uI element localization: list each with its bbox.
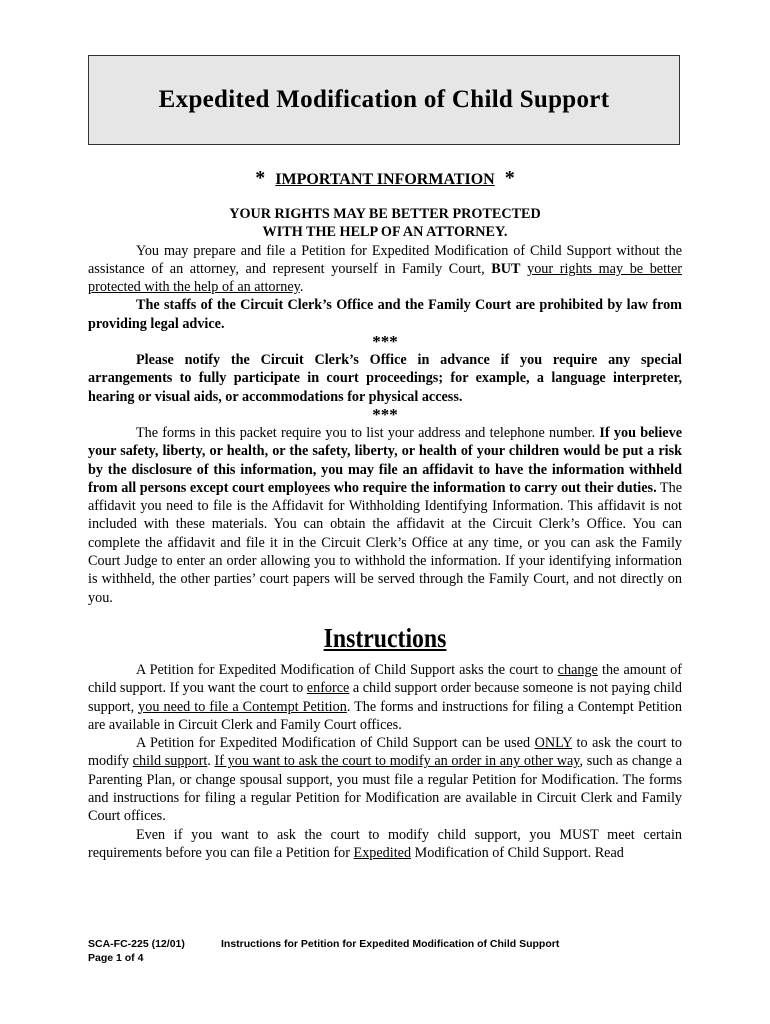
paragraph-only-child-support <box>88 734 682 825</box>
important-label: IMPORTANT INFORMATION <box>275 171 495 188</box>
asterisk-left: * <box>255 167 266 189</box>
paragraph-requirements <box>88 826 682 863</box>
p6-text-e: . <box>207 753 215 770</box>
p1-underlined: your rights may be better protected with the help of an attorney <box>88 260 683 296</box>
asterisk-right: * <box>504 167 515 189</box>
document-body <box>88 205 682 862</box>
p5-enforce: enforce <box>306 680 350 697</box>
p6-child-support: child support <box>132 753 208 770</box>
paragraph-attorney <box>88 242 682 297</box>
footer-document-title: Instructions for Petition for Expedited Modification of Child Support <box>221 938 560 950</box>
p4-bold: If you believe your safety, liberty, or health, or the safety, liberty, or health of your children would be put a risk by the disclosure of this information, you may file an affidavit to have the information withheld from all persons except court employees who require the information to carry out their duties. <box>88 424 682 496</box>
document-title: Expedited Modification of Child Support <box>158 86 610 113</box>
p6-only: ONLY <box>534 735 573 752</box>
title-box <box>88 55 680 145</box>
paragraph-special-arrangements: Please notify the Circuit Clerk’s Office in advance if you require any special arrangements to fully participate in court proceedings; for example, a language interpreter, hearing or visual aids, or accommodations for physical access. <box>88 352 682 405</box>
p7-expedited: Expedited <box>353 844 412 861</box>
p6-other-way: If you want to ask the court to modify an order in any other way <box>214 753 580 770</box>
p5-text-c: the amount of child support. If you want the court to <box>88 661 682 697</box>
p5-contempt: you need to file a Contempt Petition <box>138 698 347 715</box>
p4-text-c: The affidavit you need to file is the Affidavit for Withholding Identifying Information. This affidavit is not included with these materials. You can obtain the affidavit at the Circuit Clerk’s Office. You can complete the affidavit and file it in the Circuit Clerk’s Office at any time, or you can ask the Family Court Judge to enter an order allowing you to withhold the information. If your identifying information is withheld, the other parties’ court papers will be served through the Family Court, and not directly on you. <box>88 479 682 606</box>
instructions-heading <box>124 621 647 655</box>
separator-2: *** <box>372 404 398 424</box>
separator-1: *** <box>372 332 398 352</box>
p6-text-c: to ask the court to modify <box>88 735 682 770</box>
p7-text-a: Even if you want to ask the court to modify child support, you MUST meet certain requirements before you can file a Petition for <box>88 826 682 861</box>
p1-period: . <box>299 279 304 296</box>
p5-text-e: a child support order because someone is not paying child support, <box>88 680 682 715</box>
p5-text-g: . The forms and instructions for filing a Contempt Petition are available in Circuit Clerk and Family Court offices. <box>88 698 682 733</box>
p7-text-c: Modification of Child Support. Read <box>411 844 624 861</box>
rights-line-1: YOUR RIGHTS MAY BE BETTER PROTECTED <box>229 206 541 222</box>
footer-form-id: SCA-FC-225 (12/01) <box>88 938 185 950</box>
page-footer <box>88 937 560 965</box>
p4-text-a: The forms in this packet require you to list your address and telephone number. <box>136 424 600 441</box>
paragraph-no-legal-advice: The staffs of the Circuit Clerk’s Office and the Family Court are prohibited by law from providing legal advice. <box>88 297 682 332</box>
instructions-heading-text: Instructions <box>323 622 447 653</box>
p6-text-g: , such as change a Parenting Plan, or change spousal support, you must file a regular Petition for Modification. The forms and instructions for filing a regular Petition for Modification are available in Circuit Clerk and Family Court offices. <box>88 753 683 825</box>
p6-text-a: A Petition for Expedited Modification of Child Support can be used <box>136 735 535 752</box>
paragraph-withhold-info <box>88 424 682 607</box>
p5-text-a: A Petition for Expedited Modification of Child Support asks the court to <box>136 661 558 678</box>
p1-but: BUT <box>491 260 521 277</box>
paragraph-change-support <box>88 661 682 734</box>
p5-change: change <box>557 661 598 678</box>
footer-page-number: Page 1 of 4 <box>88 952 144 964</box>
rights-line-2: WITH THE HELP OF AN ATTORNEY. <box>262 224 508 241</box>
p1-text-a: You may prepare and file a Petition for Expedited Modification of Child Support without the assistance of an attorney, and represent yourself in Family Court, <box>88 242 682 277</box>
important-information-heading <box>0 167 770 190</box>
